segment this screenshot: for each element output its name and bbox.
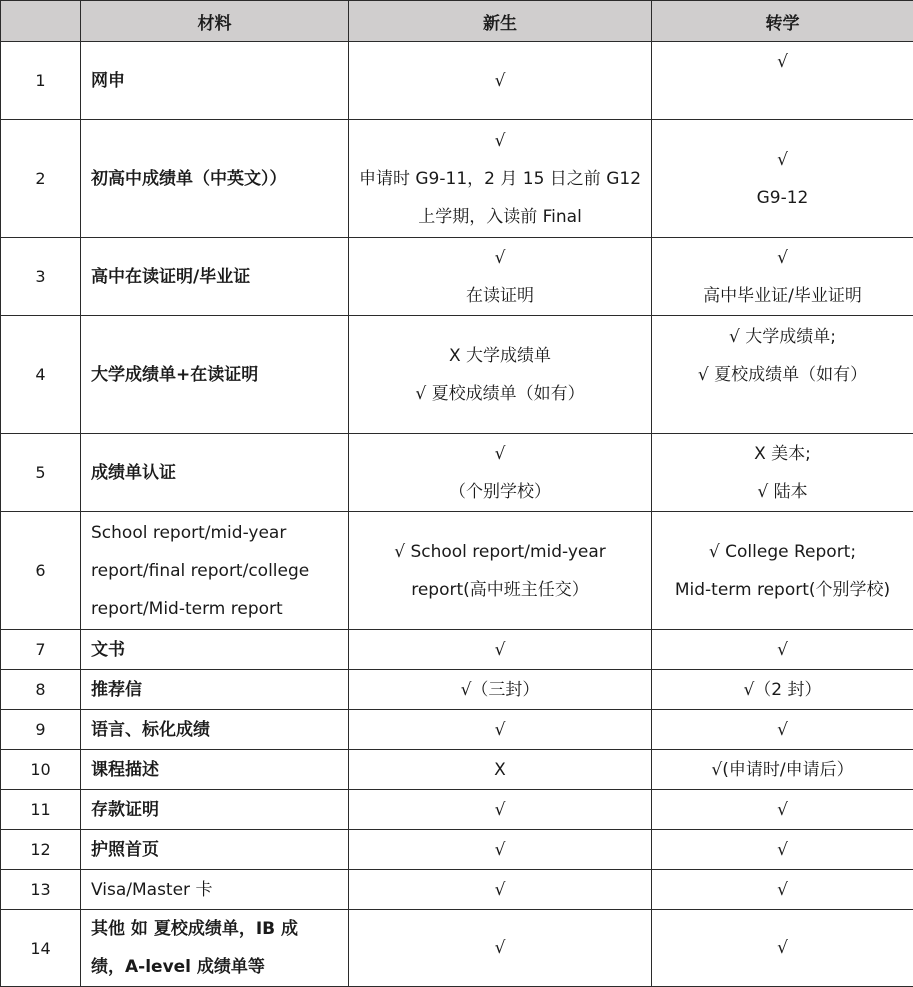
transfer-cell-line: X 美本;	[658, 435, 907, 473]
transfer-cell-line: √(申请时/申请后）	[658, 751, 907, 789]
freshman-cell-line: √ School report/mid-year	[355, 533, 645, 571]
material-cell-line: 大学成绩单+在读证明	[91, 356, 342, 394]
transfer-cell-line: √	[658, 831, 907, 869]
freshman-cell	[349, 710, 652, 750]
transfer-cell-line: √	[658, 631, 907, 669]
transfer-cell	[652, 670, 913, 710]
transfer-cell-line: √ 大学成绩单;	[658, 318, 907, 356]
transfer-cell-line: G9-12	[658, 179, 907, 217]
row-number: 12	[1, 830, 81, 870]
freshman-cell-line: √	[355, 239, 645, 277]
row-number: 14	[1, 910, 81, 987]
transfer-cell-line: √ 陆本	[658, 473, 907, 511]
table-row	[1, 434, 913, 512]
freshman-cell	[349, 434, 652, 512]
material-cell-line: 网申	[91, 62, 342, 100]
material-cell-line: report/final report/college	[91, 552, 342, 590]
material-cell-line: 文书	[91, 631, 342, 669]
material-cell	[81, 750, 349, 790]
transfer-cell-line: √	[658, 871, 907, 909]
material-cell	[81, 238, 349, 316]
table-row	[1, 870, 913, 910]
row-number: 8	[1, 670, 81, 710]
material-cell-line: 高中在读证明/毕业证	[91, 258, 342, 296]
row-number: 13	[1, 870, 81, 910]
transfer-cell-line: √	[658, 43, 907, 81]
material-cell-line: 绩，A-level 成绩单等	[91, 948, 342, 986]
material-cell	[81, 120, 349, 238]
header-row	[1, 1, 913, 42]
freshman-cell-line: √	[355, 435, 645, 473]
table-row	[1, 710, 913, 750]
material-cell	[81, 630, 349, 670]
transfer-cell	[652, 790, 913, 830]
material-cell-line: 课程描述	[91, 751, 342, 789]
freshman-cell-line: √ 夏校成绩单（如有）	[355, 375, 645, 413]
material-cell	[81, 512, 349, 630]
freshman-cell	[349, 120, 652, 238]
freshman-cell-line: 在读证明	[355, 277, 645, 315]
row-number: 6	[1, 512, 81, 630]
freshman-cell-line: √	[355, 929, 645, 967]
transfer-cell-line	[658, 81, 907, 119]
material-cell	[81, 790, 349, 830]
table-row	[1, 830, 913, 870]
transfer-cell-line: √ 夏校成绩单（如有）	[658, 356, 907, 394]
freshman-cell	[349, 910, 652, 987]
material-cell-line: 其他 如 夏校成绩单，IB 成	[91, 910, 342, 948]
material-cell	[81, 670, 349, 710]
row-number: 5	[1, 434, 81, 512]
transfer-cell-line: √	[658, 929, 907, 967]
transfer-cell-line: √ College Report;	[658, 533, 907, 571]
table-row	[1, 42, 913, 120]
freshman-cell-line: √	[355, 871, 645, 909]
header-material: 材料	[81, 1, 349, 42]
row-number: 4	[1, 316, 81, 434]
header-transfer: 转学	[652, 1, 913, 42]
row-number: 11	[1, 790, 81, 830]
row-number: 1	[1, 42, 81, 120]
material-cell	[81, 316, 349, 434]
material-cell-line: Visa/Master 卡	[91, 871, 342, 909]
freshman-cell-line: √	[355, 122, 645, 160]
freshman-cell	[349, 630, 652, 670]
transfer-cell-line: √	[658, 141, 907, 179]
table-row	[1, 910, 913, 987]
material-cell	[81, 434, 349, 512]
freshman-cell	[349, 42, 652, 120]
table-body	[1, 42, 913, 987]
freshman-cell-line: report(高中班主任交）	[355, 571, 645, 609]
material-cell-line: 护照首页	[91, 831, 342, 869]
freshman-cell-line: （个别学校）	[355, 473, 645, 511]
table-row	[1, 512, 913, 630]
table-row	[1, 630, 913, 670]
freshman-cell-line: √	[355, 831, 645, 869]
row-number: 10	[1, 750, 81, 790]
transfer-cell-line: Mid-term report(个别学校)	[658, 571, 907, 609]
header-freshman: 新生	[349, 1, 652, 42]
transfer-cell-line: √（2 封）	[658, 671, 907, 709]
freshman-cell	[349, 512, 652, 630]
transfer-cell	[652, 238, 913, 316]
freshman-cell	[349, 670, 652, 710]
material-cell-line: 初高中成绩单（中英文））	[91, 160, 342, 198]
freshman-cell-line: √	[355, 711, 645, 749]
table-row	[1, 670, 913, 710]
material-cell-line: School report/mid-year	[91, 514, 342, 552]
material-cell	[81, 42, 349, 120]
freshman-cell-line: X 大学成绩单	[355, 337, 645, 375]
material-cell	[81, 830, 349, 870]
table-row	[1, 750, 913, 790]
transfer-cell	[652, 910, 913, 987]
transfer-cell-line: √	[658, 791, 907, 829]
row-number: 7	[1, 630, 81, 670]
transfer-cell	[652, 512, 913, 630]
freshman-cell-line: X	[355, 751, 645, 789]
material-cell	[81, 910, 349, 987]
freshman-cell-line: √	[355, 62, 645, 100]
material-cell-line: 存款证明	[91, 791, 342, 829]
table-row	[1, 120, 913, 238]
row-number: 3	[1, 238, 81, 316]
freshman-cell	[349, 830, 652, 870]
transfer-cell	[652, 750, 913, 790]
transfer-cell-line: √	[658, 239, 907, 277]
material-cell-line: 推荐信	[91, 671, 342, 709]
header-index	[1, 1, 81, 42]
transfer-cell-line	[658, 394, 907, 432]
freshman-cell	[349, 790, 652, 830]
freshman-cell-line: 申请时 G9-11，2 月 15 日之前 G12	[355, 160, 645, 198]
material-cell	[81, 870, 349, 910]
table-row	[1, 238, 913, 316]
transfer-cell	[652, 630, 913, 670]
material-cell-line: report/Mid-term report	[91, 590, 342, 628]
transfer-cell	[652, 710, 913, 750]
freshman-cell	[349, 870, 652, 910]
transfer-cell	[652, 830, 913, 870]
table-row	[1, 790, 913, 830]
transfer-cell	[652, 120, 913, 238]
freshman-cell	[349, 750, 652, 790]
material-cell-line: 语言、标化成绩	[91, 711, 342, 749]
transfer-cell	[652, 42, 913, 120]
row-number: 9	[1, 710, 81, 750]
transfer-cell	[652, 316, 913, 434]
transfer-cell-line: √	[658, 711, 907, 749]
freshman-cell-line: √	[355, 791, 645, 829]
material-cell-line: 成绩单认证	[91, 454, 342, 492]
transfer-cell-line: 高中毕业证/毕业证明	[658, 277, 907, 315]
table-row	[1, 316, 913, 434]
material-cell	[81, 710, 349, 750]
freshman-cell	[349, 316, 652, 434]
freshman-cell-line: √（三封）	[355, 671, 645, 709]
freshman-cell-line: 上学期，入读前 Final	[355, 198, 645, 236]
freshman-cell	[349, 238, 652, 316]
freshman-cell-line: √	[355, 631, 645, 669]
transfer-cell	[652, 870, 913, 910]
transfer-cell	[652, 434, 913, 512]
row-number: 2	[1, 120, 81, 238]
